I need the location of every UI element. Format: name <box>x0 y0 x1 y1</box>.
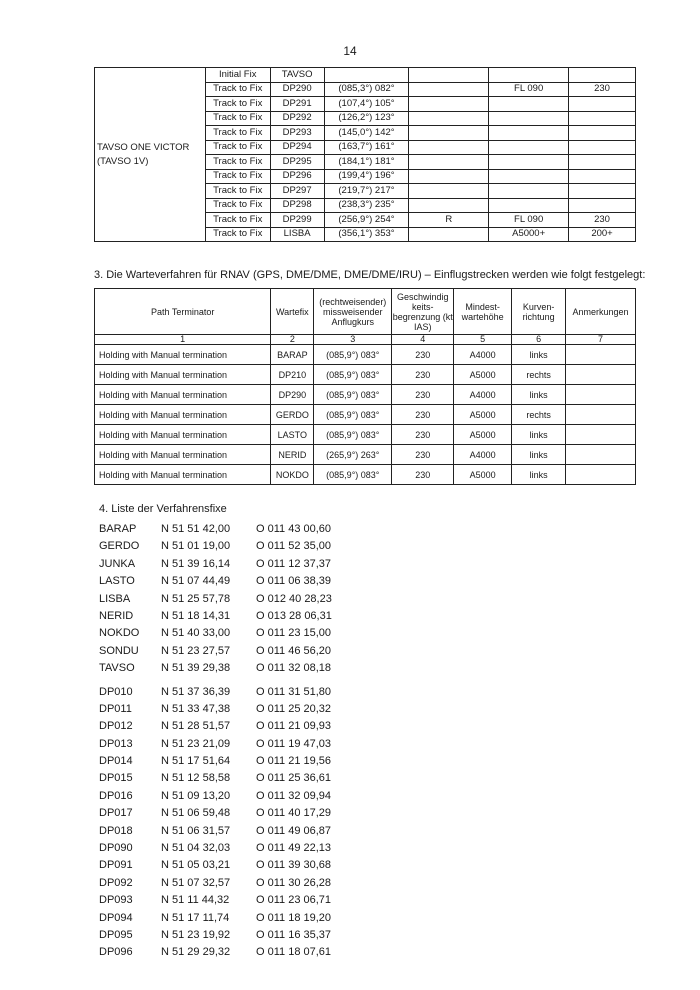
section-3-heading: 3. Die Warteverfahren für RNAV (GPS, DME/DME, DME/DME/IRU) – Einflugstrecken werden wie folgt festgelegt: <box>94 269 646 281</box>
leg-altitude <box>489 68 569 83</box>
fix-latitude: N 51 39 16,14 <box>161 557 231 570</box>
leg-course: (184,1°) 181° <box>324 155 409 170</box>
leg-fix: LISBA <box>270 227 324 242</box>
leg-speed <box>569 111 636 126</box>
table-row <box>95 345 636 365</box>
min-altitude: A5000 <box>454 405 512 425</box>
turn-direction: links <box>512 465 566 485</box>
speed-limit: 230 <box>392 385 454 405</box>
fix-name: DP092 <box>99 876 133 889</box>
fix-latitude: N 51 40 33,00 <box>161 627 231 640</box>
leg-turn <box>409 68 489 83</box>
fix-latitude: N 51 18 14,31 <box>161 609 231 622</box>
leg-turn <box>409 126 489 141</box>
leg-fix: DP297 <box>270 184 324 199</box>
fix-longitude: O 011 18 07,61 <box>256 946 332 959</box>
leg-type: Track to Fix <box>205 111 270 126</box>
leg-speed: 230 <box>569 213 636 228</box>
fix-latitude: N 51 07 32,57 <box>161 876 231 889</box>
leg-fix: DP294 <box>270 140 324 155</box>
leg-turn <box>409 140 489 155</box>
page-number: 14 <box>343 44 357 58</box>
remarks <box>566 445 636 465</box>
holding-fix: NERID <box>271 445 314 465</box>
leg-altitude <box>489 111 569 126</box>
fix-row <box>99 944 332 961</box>
leg-turn <box>409 184 489 199</box>
turn-direction: links <box>512 425 566 445</box>
fix-name: BARAP <box>99 523 137 535</box>
fix-latitude: N 51 12 58,58 <box>161 772 231 785</box>
leg-altitude <box>489 140 569 155</box>
fix-latitude: N 51 37 36,39 <box>161 685 231 698</box>
header-speed-limit: Geschwindig keits- begrenzung (kt IAS) <box>392 289 454 335</box>
fix-latitude: N 51 04 32,03 <box>161 842 231 855</box>
turn-direction: links <box>512 385 566 405</box>
fix-latitude: N 51 23 21,09 <box>161 737 231 750</box>
fix-row <box>99 701 332 718</box>
leg-turn <box>409 198 489 213</box>
holding-table <box>94 288 636 485</box>
leg-speed <box>569 140 636 155</box>
fix-longitude: O 011 16 35,37 <box>256 928 332 941</box>
leg-fix: DP291 <box>270 97 324 112</box>
table-header-row <box>95 289 636 335</box>
leg-speed <box>569 97 636 112</box>
table-row <box>95 385 636 405</box>
remarks <box>566 405 636 425</box>
fix-longitude: O 011 21 19,56 <box>256 755 332 768</box>
section-4-heading: 4. Liste der Verfahrensfixe <box>99 503 227 515</box>
leg-speed <box>569 184 636 199</box>
column-number-row <box>95 335 636 345</box>
fix-name: JUNKA <box>99 557 136 570</box>
fix-longitude: O 011 12 37,37 <box>256 557 332 570</box>
inbound-course: (085,9°) 083° <box>314 345 392 365</box>
holding-fix: DP210 <box>271 365 314 385</box>
procedure-cell <box>95 68 206 242</box>
fix-latitude: N 51 51 42,00 <box>161 523 231 535</box>
procedure-code: (TAVSO 1V) <box>97 155 149 167</box>
fix-latitude: N 51 07 44,49 <box>161 575 231 588</box>
leg-altitude <box>489 198 569 213</box>
leg-turn <box>409 155 489 170</box>
leg-course: (145,0°) 142° <box>324 126 409 141</box>
table-row <box>95 365 636 385</box>
fix-name: DP096 <box>99 946 133 959</box>
leg-type: Track to Fix <box>205 126 270 141</box>
fix-row <box>99 625 332 642</box>
path-terminator: Holding with Manual termination <box>95 425 271 445</box>
fix-row <box>99 608 332 625</box>
leg-course: (238,3°) 235° <box>324 198 409 213</box>
fix-row <box>99 521 332 538</box>
header-min-altitude: Mindest- wartehöhe <box>454 289 512 335</box>
remarks <box>566 345 636 365</box>
fix-latitude: N 51 39 29,38 <box>161 662 231 675</box>
leg-altitude <box>489 155 569 170</box>
route-table <box>94 67 636 242</box>
fix-row <box>99 910 332 927</box>
fix-latitude: N 51 11 44,32 <box>161 894 230 907</box>
fix-longitude: O 011 18 19,20 <box>256 911 332 924</box>
leg-speed: 230 <box>569 82 636 97</box>
fix-name: DP093 <box>99 894 133 907</box>
fix-longitude: O 011 23 06,71 <box>256 894 332 907</box>
fix-name: DP090 <box>99 842 133 855</box>
min-altitude: A4000 <box>454 345 512 365</box>
turn-direction: links <box>512 445 566 465</box>
leg-altitude: FL 090 <box>489 213 569 228</box>
header-anflugkurs: (rechtweisender) missweisender Anflugkurs <box>314 289 392 335</box>
column-number: 3 <box>314 335 392 345</box>
min-altitude: A4000 <box>454 385 512 405</box>
fix-longitude: O 011 46 56,20 <box>256 644 332 657</box>
fix-longitude: O 011 40 17,29 <box>256 807 332 820</box>
path-terminator: Holding with Manual termination <box>95 365 271 385</box>
fix-latitude: N 51 06 59,48 <box>161 807 231 820</box>
leg-fix: DP298 <box>270 198 324 213</box>
fix-row <box>99 556 332 573</box>
leg-course: (126,2°) 123° <box>324 111 409 126</box>
leg-fix: DP293 <box>270 126 324 141</box>
leg-fix: DP292 <box>270 111 324 126</box>
fix-name: DP015 <box>99 772 133 785</box>
fix-list <box>99 521 332 962</box>
header-turn-direction: Kurven- richtung <box>512 289 566 335</box>
leg-course: (199,4°) 196° <box>324 169 409 184</box>
column-number: 2 <box>271 335 314 345</box>
inbound-course: (085,9°) 083° <box>314 405 392 425</box>
fix-longitude: O 011 30 26,28 <box>256 876 332 889</box>
fix-name: DP013 <box>99 737 133 750</box>
leg-altitude <box>489 169 569 184</box>
leg-speed: 200+ <box>569 227 636 242</box>
fix-name: DP017 <box>99 807 133 820</box>
turn-direction: rechts <box>512 365 566 385</box>
path-terminator: Holding with Manual termination <box>95 465 271 485</box>
speed-limit: 230 <box>392 465 454 485</box>
fix-name: DP091 <box>99 859 133 872</box>
fix-row <box>99 573 332 590</box>
procedure-name: TAVSO ONE VICTOR <box>97 141 190 153</box>
speed-limit: 230 <box>392 445 454 465</box>
leg-altitude: A5000+ <box>489 227 569 242</box>
inbound-course: (085,9°) 083° <box>314 365 392 385</box>
holding-fix: LASTO <box>271 425 314 445</box>
fix-row <box>99 927 332 944</box>
leg-type: Track to Fix <box>205 155 270 170</box>
fix-row <box>99 892 332 909</box>
fix-name: SONDU <box>99 644 139 657</box>
fix-longitude: O 011 32 09,94 <box>256 789 332 802</box>
fix-name: DP011 <box>99 702 132 715</box>
column-number: 5 <box>454 335 512 345</box>
leg-fix: DP299 <box>270 213 324 228</box>
fix-row <box>99 753 332 770</box>
leg-course: (356,1°) 353° <box>324 227 409 242</box>
fix-name: DP018 <box>99 824 133 837</box>
fix-longitude: O 011 21 09,93 <box>256 720 332 733</box>
column-number: 7 <box>566 335 636 345</box>
fix-longitude: O 011 19 47,03 <box>256 737 332 750</box>
fix-row <box>99 660 332 677</box>
table-row <box>95 445 636 465</box>
inbound-course: (265,9°) 263° <box>314 445 392 465</box>
column-number: 6 <box>512 335 566 345</box>
leg-turn: R <box>409 213 489 228</box>
header-path-terminator: Path Terminator <box>95 289 271 335</box>
column-number: 1 <box>95 335 271 345</box>
fix-longitude: O 011 49 06,87 <box>256 824 332 837</box>
fix-name: NERID <box>99 609 134 622</box>
leg-course: (085,3°) 082° <box>324 82 409 97</box>
min-altitude: A5000 <box>454 365 512 385</box>
fix-latitude: N 51 09 13,20 <box>161 789 231 802</box>
leg-turn <box>409 227 489 242</box>
fix-name: DP010 <box>99 685 133 698</box>
leg-turn <box>409 111 489 126</box>
leg-altitude: FL 090 <box>489 82 569 97</box>
leg-fix: DP295 <box>270 155 324 170</box>
fix-longitude: O 011 32 08,18 <box>256 662 332 675</box>
inbound-course: (085,9°) 083° <box>314 385 392 405</box>
holding-fix: GERDO <box>271 405 314 425</box>
holding-fix: BARAP <box>271 345 314 365</box>
fix-group-named <box>99 521 332 678</box>
inbound-course: (085,9°) 083° <box>314 465 392 485</box>
min-altitude: A4000 <box>454 445 512 465</box>
speed-limit: 230 <box>392 425 454 445</box>
holding-fix: DP290 <box>271 385 314 405</box>
fix-name: NOKDO <box>99 627 140 640</box>
leg-altitude <box>489 126 569 141</box>
leg-fix: TAVSO <box>270 68 324 83</box>
table-row <box>95 465 636 485</box>
fix-row <box>99 875 332 892</box>
fix-longitude: O 011 39 30,68 <box>256 859 332 872</box>
fix-name: LISBA <box>99 592 131 605</box>
speed-limit: 230 <box>392 405 454 425</box>
fix-name: DP016 <box>99 789 133 802</box>
fix-longitude: O 011 06 38,39 <box>256 575 332 588</box>
min-altitude: A5000 <box>454 465 512 485</box>
holding-fix: NOKDO <box>271 465 314 485</box>
fix-name: DP095 <box>99 928 133 941</box>
fix-row <box>99 538 332 555</box>
fix-latitude: N 51 17 51,64 <box>161 755 231 768</box>
fix-latitude: N 51 28 51,57 <box>161 720 231 733</box>
fix-name: TAVSO <box>99 662 135 675</box>
speed-limit: 230 <box>392 365 454 385</box>
leg-course <box>324 68 409 83</box>
fix-longitude: O 013 28 06,31 <box>256 609 332 622</box>
fix-longitude: O 011 25 36,61 <box>256 772 332 785</box>
inbound-course: (085,9°) 083° <box>314 425 392 445</box>
fix-longitude: O 011 43 00,60 <box>256 523 332 535</box>
leg-type: Track to Fix <box>205 198 270 213</box>
path-terminator: Holding with Manual termination <box>95 385 271 405</box>
leg-turn <box>409 82 489 97</box>
leg-speed <box>569 198 636 213</box>
fix-name: DP012 <box>99 720 133 733</box>
table-row <box>95 405 636 425</box>
fix-row <box>99 770 332 787</box>
table-row <box>95 68 636 83</box>
leg-type: Track to Fix <box>205 184 270 199</box>
fix-name: LASTO <box>99 575 135 588</box>
fix-row <box>99 805 332 822</box>
path-terminator: Holding with Manual termination <box>95 445 271 465</box>
fix-name: GERDO <box>99 540 140 553</box>
leg-type: Track to Fix <box>205 227 270 242</box>
fix-latitude: N 51 01 19,00 <box>161 540 231 553</box>
leg-course: (219,7°) 217° <box>324 184 409 199</box>
leg-type: Track to Fix <box>205 213 270 228</box>
fix-latitude: N 51 25 57,78 <box>161 592 231 605</box>
fix-row <box>99 857 332 874</box>
fix-longitude: O 011 31 51,80 <box>256 685 332 698</box>
leg-course: (163,7°) 161° <box>324 140 409 155</box>
fix-row <box>99 823 332 840</box>
min-altitude: A5000 <box>454 425 512 445</box>
fix-longitude: O 012 40 28,23 <box>256 592 332 605</box>
fix-latitude: N 51 23 19,92 <box>161 928 231 941</box>
fix-latitude: N 51 06 31,57 <box>161 824 231 837</box>
fix-row <box>99 788 332 805</box>
fix-latitude: N 51 05 03,21 <box>161 859 231 872</box>
fix-latitude: N 51 17 11,74 <box>161 911 230 924</box>
speed-limit: 230 <box>392 345 454 365</box>
fix-latitude: N 51 29 29,32 <box>161 946 231 959</box>
leg-type: Track to Fix <box>205 169 270 184</box>
turn-direction: rechts <box>512 405 566 425</box>
fix-longitude: O 011 25 20,32 <box>256 702 332 715</box>
remarks <box>566 465 636 485</box>
leg-altitude <box>489 97 569 112</box>
fix-row <box>99 591 332 608</box>
fix-row <box>99 643 332 660</box>
fix-row <box>99 718 332 735</box>
fix-name: DP014 <box>99 755 133 768</box>
fix-longitude: O 011 23 15,00 <box>256 627 332 640</box>
fix-group-dp <box>99 684 332 962</box>
leg-turn <box>409 97 489 112</box>
leg-type: Track to Fix <box>205 140 270 155</box>
leg-course: (107,4°) 105° <box>324 97 409 112</box>
fix-longitude: O 011 52 35,00 <box>256 540 332 553</box>
leg-fix: DP290 <box>270 82 324 97</box>
leg-speed <box>569 155 636 170</box>
leg-course: (256,9°) 254° <box>324 213 409 228</box>
leg-fix: DP296 <box>270 169 324 184</box>
fix-longitude: O 011 49 22,13 <box>256 842 332 855</box>
fix-name: DP094 <box>99 911 133 924</box>
fix-row <box>99 684 332 701</box>
leg-altitude <box>489 184 569 199</box>
leg-turn <box>409 169 489 184</box>
path-terminator: Holding with Manual termination <box>95 405 271 425</box>
remarks <box>566 365 636 385</box>
leg-type: Track to Fix <box>205 97 270 112</box>
fix-latitude: N 51 33 47,38 <box>161 702 231 715</box>
remarks <box>566 425 636 445</box>
fix-row <box>99 840 332 857</box>
leg-type: Initial Fix <box>205 68 270 83</box>
fix-row <box>99 736 332 753</box>
turn-direction: links <box>512 345 566 365</box>
header-remarks: Anmerkungen <box>566 289 636 335</box>
table-row <box>95 425 636 445</box>
leg-speed <box>569 169 636 184</box>
fix-latitude: N 51 23 27,57 <box>161 644 231 657</box>
column-number: 4 <box>392 335 454 345</box>
header-wartefix: Wartefix <box>271 289 314 335</box>
remarks <box>566 385 636 405</box>
leg-type: Track to Fix <box>205 82 270 97</box>
path-terminator: Holding with Manual termination <box>95 345 271 365</box>
leg-speed <box>569 68 636 83</box>
leg-speed <box>569 126 636 141</box>
